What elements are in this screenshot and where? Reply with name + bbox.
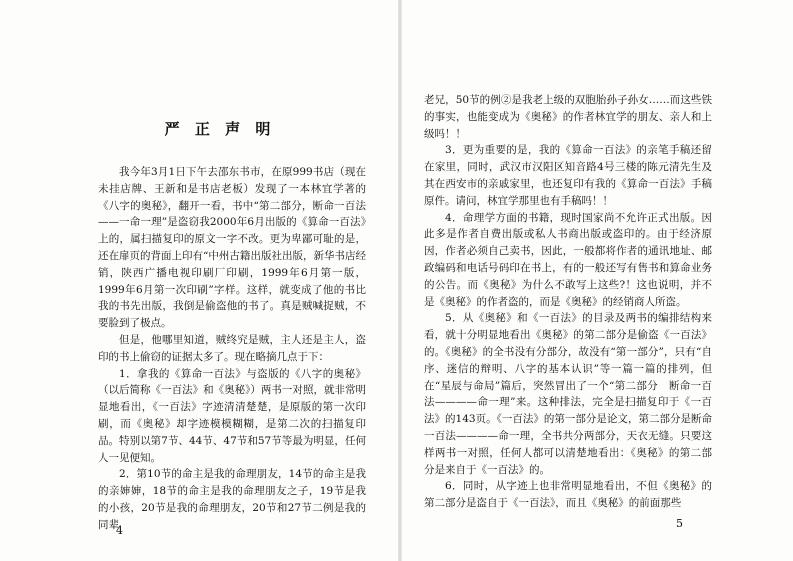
paragraph: 老兄，50节的例②是我老上级的双胞胎孙子孙女……而这些铁的事实，也能变成为《奥秘》的作者林宜学的朋友、亲人和上级吗！！ <box>424 94 712 140</box>
paragraph: 3．更为重要的是，我的《算命一百法》的亲笔手稿还留在家里，同时，武汉市汉阳区知音路4号三楼的陈元清先生及其在西安市的亲戚家里，也还复印有我的《算命一百法》手稿原件。请问，林宜学那里也有手稿吗！！ <box>424 144 712 207</box>
right-page <box>400 0 793 561</box>
paragraph: 4．命理学方面的书籍，现时国家尚不允许正式出版。因此多是作者自费出版或私人书商出版或盗印的。由于经济原因，作者必须自己卖书，因此，一般都将作者的通讯地址、邮政编码和电话号码印在书上，有的一般还写有售书和算命业务的公告。而《奥秘》为什么不敢写上这些?！这也说明，并不是《奥秘》的作者盗的，而是《奥秘》的经销商人所盗。 <box>424 211 712 308</box>
paragraph: 1．拿我的《算命一百法》与盗版的《八字的奥秘》（以后简称《一百法》和《奥秘》）两书一对照，就非常明显地看出，《一百法》字迹清清楚楚，是原版的第一次印刷，而《奥秘》却字迹模模糊糊，是第二次的扫描复印品。特别以第7节、44节、47节和57节等最为明显，任何人一见便知。 <box>98 367 366 464</box>
page-title: 严 正 声 明 <box>164 120 276 138</box>
page-number: 4 <box>116 524 123 537</box>
paragraph: 5．从《奥秘》和《一百法》的目录及两书的编排结构来看，就十分明显地看出《奥秘》的第二部分是偷盗《一百法》的。《奥秘》的全书没有分部分，故没有“第一部分”，只有“自序、迷信的辩明、八字的基本认识”等一篇一篇的排列，但在“星辰与命局”篇后，突然冒出了一个“第二部分 断命一百法————命一理”来。这种排法，完全是扫描复印于《一百法》的143页。《一百法》的第一部分是论文，第二部分是断命一百法————命一理，全书共分两部分，天衣无缝。只要这样两书一对照，任何人都可以清楚地看出：《奥秘》的第二部分是来自于《一百法》的。 <box>424 312 712 476</box>
paragraph: 2．第10节的命主是我的命理朋友，14节的命主是我的亲婶婶，18节的命主是我的命理朋友之子，19节是我的小孩，20节是我的命理朋友，20节和27节二例是我的同辈 <box>98 468 366 531</box>
paragraph: 但是，他哪里知道，贼终究是贼，主人还是主人，盗印的书上偷窃的证据太多了。现在略摘几点于下： <box>98 333 366 363</box>
page-number: 5 <box>676 517 683 530</box>
paragraph: 我今年3月1日下午去邵东书市，在原999书店（现在未挂店牌、王新和是书店老板）发现了一本林宜学著的《八字的奥秘》，翻开一看，书中“第二部分，断命一百法——一命一理”是盗窃我2000年6月出版的《算命一百法》上的，属扫描复印的原文一字不改。更为卑鄙可耻的是，还在扉页的背面上印有“中州古籍出版社出版，新华书店经销，陕西广播电视印刷厂印刷，1999年6月第一版，1999年6月第一次印刷”字样。这样，就变成了他的书比我的书先出版，我倒是偷盗他的书了。真是贼喊捉贼，不要脸到了极点。 <box>98 166 366 330</box>
paragraph: 6．同时，从字迹上也非常明显地看出，不但《奥秘》的第二部分是盗自于《一百法》，而且《奥秘》的前面那些 <box>424 480 712 510</box>
right-body-text <box>424 92 712 512</box>
left-body-text <box>98 164 366 534</box>
